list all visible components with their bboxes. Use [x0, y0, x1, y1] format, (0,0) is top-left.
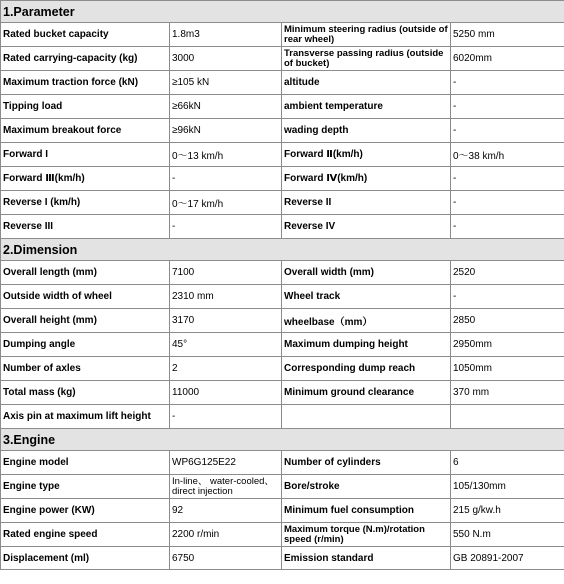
spec-label: Reverse II: [282, 191, 451, 215]
spec-label: Engine type: [1, 475, 170, 499]
table-row: [1, 23, 564, 47]
table-row: [1, 119, 564, 143]
spec-label: altitude: [282, 71, 451, 95]
spec-label: Forward Ⅲ(km/h): [1, 167, 170, 191]
spec-value: 6750: [170, 547, 282, 570]
spec-label: Forward I: [1, 143, 170, 167]
spec-label: Minimum steering radius (outside of rear wheel): [282, 23, 451, 47]
spec-value: 1050mm: [451, 357, 564, 381]
spec-label: Engine power (KW): [1, 499, 170, 523]
spec-label: Overall width (mm): [282, 261, 451, 285]
spec-value: 7100: [170, 261, 282, 285]
spec-label: Transverse passing radius (outside of bucket): [282, 47, 451, 71]
spec-value: ≥105 kN: [170, 71, 282, 95]
spec-value: 3170: [170, 309, 282, 333]
spec-label: Engine model: [1, 451, 170, 475]
spec-value: 6020mm: [451, 47, 564, 71]
spec-label: wading depth: [282, 119, 451, 143]
spec-label: wheelbase（mm）: [282, 309, 451, 333]
spec-label: Minimum ground clearance: [282, 381, 451, 405]
spec-label: Maximum torque (N.m)/rotation speed (r/min): [282, 523, 451, 547]
spec-value: -: [170, 215, 282, 239]
table-row: [1, 95, 564, 119]
spec-label: Rated engine speed: [1, 523, 170, 547]
section-title: 3.Engine: [1, 429, 564, 451]
spec-label: Corresponding dump reach: [282, 357, 451, 381]
spec-label: Reverse I (km/h): [1, 191, 170, 215]
section-title: 2.Dimension: [1, 239, 564, 261]
spec-label: Rated carrying-capacity (kg): [1, 47, 170, 71]
table-row: [1, 523, 564, 547]
spec-label: Total mass (kg): [1, 381, 170, 405]
table-row: [1, 285, 564, 309]
table-row: [1, 451, 564, 475]
spec-label: Number of axles: [1, 357, 170, 381]
spec-value: In-line、 water-cooled、direct injection: [170, 475, 282, 499]
spec-value: 0～13 km/h: [170, 143, 282, 167]
spec-value: WP6G125E22: [170, 451, 282, 475]
table-row: [1, 547, 564, 570]
table-row: [1, 405, 564, 429]
spec-value: 105/130mm: [451, 475, 564, 499]
spec-label: Number of cylinders: [282, 451, 451, 475]
spec-label: Maximum dumping height: [282, 333, 451, 357]
spec-value: GB 20891-2007: [451, 547, 564, 570]
spec-label: Outside width of wheel: [1, 285, 170, 309]
table-row: [1, 191, 564, 215]
section-title: 1.Parameter: [1, 1, 564, 23]
spec-value: 2: [170, 357, 282, 381]
table-row: [1, 499, 564, 523]
spec-label: [282, 405, 451, 429]
spec-label: Dumping angle: [1, 333, 170, 357]
spec-value: [451, 405, 564, 429]
table-row: [1, 261, 564, 285]
spec-value: 0～38 km/h: [451, 143, 564, 167]
table-row: [1, 381, 564, 405]
spec-label: Overall length (mm): [1, 261, 170, 285]
spec-value: 370 mm: [451, 381, 564, 405]
table-row: [1, 215, 564, 239]
spec-value: 550 N.m: [451, 523, 564, 547]
spec-value: -: [451, 191, 564, 215]
spec-label: Reverse IV: [282, 215, 451, 239]
spec-label: ambient temperature: [282, 95, 451, 119]
table-row: [1, 475, 564, 499]
spec-label: Maximum traction force (kN): [1, 71, 170, 95]
section-header-parameter: [1, 1, 564, 23]
spec-label: Bore/stroke: [282, 475, 451, 499]
spec-value: -: [170, 405, 282, 429]
spec-value: ≥96kN: [170, 119, 282, 143]
spec-value: 2310 mm: [170, 285, 282, 309]
table-row: [1, 167, 564, 191]
spec-value: -: [451, 95, 564, 119]
spec-value: 2520: [451, 261, 564, 285]
spec-label: Emission standard: [282, 547, 451, 570]
spec-label: Tipping load: [1, 95, 170, 119]
table-row: [1, 357, 564, 381]
table-row: [1, 333, 564, 357]
spec-label: Rated bucket capacity: [1, 23, 170, 47]
spec-label: Displacement (ml): [1, 547, 170, 570]
spec-value: 2850: [451, 309, 564, 333]
table-row: [1, 71, 564, 95]
table-row: [1, 47, 564, 71]
spec-value: 1.8m3: [170, 23, 282, 47]
table-row: [1, 143, 564, 167]
spec-label: Axis pin at maximum lift height: [1, 405, 170, 429]
spec-value: -: [451, 215, 564, 239]
spec-value: -: [451, 285, 564, 309]
spec-value: ≥66kN: [170, 95, 282, 119]
spec-label: Forward Ⅱ(km/h): [282, 143, 451, 167]
spec-value: -: [170, 167, 282, 191]
spec-value: 6: [451, 451, 564, 475]
spec-label: Wheel track: [282, 285, 451, 309]
spec-label: Maximum breakout force: [1, 119, 170, 143]
spec-value: 215 g/kw.h: [451, 499, 564, 523]
section-header-engine: [1, 429, 564, 451]
spec-label: Reverse III: [1, 215, 170, 239]
spec-value: -: [451, 71, 564, 95]
spec-label: Minimum fuel consumption: [282, 499, 451, 523]
spec-value: 92: [170, 499, 282, 523]
spec-value: 2950mm: [451, 333, 564, 357]
spec-value: 3000: [170, 47, 282, 71]
table-row: [1, 309, 564, 333]
section-header-dimension: [1, 239, 564, 261]
spec-value: 11000: [170, 381, 282, 405]
spec-value: -: [451, 119, 564, 143]
spec-value: 0～17 km/h: [170, 191, 282, 215]
spec-label: Overall height (mm): [1, 309, 170, 333]
spec-label: Forward Ⅳ(km/h): [282, 167, 451, 191]
spec-value: 2200 r/min: [170, 523, 282, 547]
spec-value: 45°: [170, 333, 282, 357]
spec-value: -: [451, 167, 564, 191]
spec-value: 5250 mm: [451, 23, 564, 47]
